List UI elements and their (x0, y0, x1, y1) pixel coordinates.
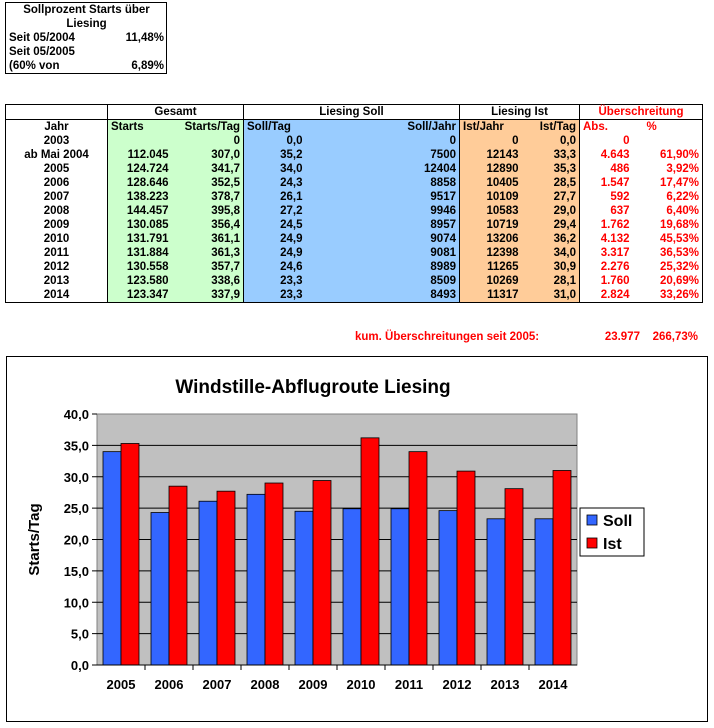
bar-soll (103, 452, 121, 665)
table-row (6, 274, 703, 288)
cell-pct: 20,69% (633, 274, 703, 288)
cell-jahr: 2013 (6, 274, 108, 288)
chart-title: Windstille-Abflugroute Liesing (175, 377, 451, 398)
cell-pct: 17,47% (633, 176, 703, 190)
x-tick-label: 2010 (346, 677, 376, 692)
cell-pct: 36,53% (633, 246, 703, 260)
x-tick-label: 2008 (250, 677, 280, 692)
cell-jahr: 2003 (6, 134, 108, 148)
sollprozent-value: 11,48% (125, 32, 164, 44)
cell-abs: 0 (623, 135, 630, 147)
table-row (6, 232, 703, 246)
cell-abs: 4.643 (600, 149, 630, 161)
bar-ist (265, 483, 283, 665)
cell-pct (633, 134, 703, 148)
bar-soll (295, 511, 313, 665)
bar-soll (391, 509, 409, 665)
cell-soll-jahr: 9081 (306, 246, 460, 260)
bar-ist (457, 471, 475, 665)
x-tick-label: 2006 (154, 677, 184, 692)
cell-starts (108, 134, 172, 148)
cell-jahr: ab Mai 2004 (6, 148, 108, 162)
cell-starts-tag: 352,5 (172, 176, 244, 190)
group-header-row (6, 105, 703, 120)
column-header-row (6, 120, 703, 135)
cell-ist-tag: 31,0 (522, 288, 580, 303)
cell-starts: 131.791 (108, 232, 172, 246)
x-tick-label: 2014 (538, 677, 568, 692)
cell-ist-tag: 28,1 (522, 274, 580, 288)
cell-soll-tag: 24,5 (244, 218, 306, 232)
cell-pct: 19,68% (633, 218, 703, 232)
table-row (6, 260, 703, 274)
cell-starts-tag: 357,7 (172, 260, 244, 274)
cell-soll-tag: 26,1 (244, 190, 306, 204)
cell-starts: 131.884 (108, 246, 172, 260)
cell-starts-tag: 338,6 (172, 274, 244, 288)
cell-ist-tag: 0,0 (522, 134, 580, 148)
cell-pct: 33,26% (633, 288, 703, 303)
cell-starts: 138.223 (108, 190, 172, 204)
sollprozent-row (6, 45, 166, 59)
bar-soll (247, 494, 265, 665)
cell-abs: 1.760 (600, 275, 630, 287)
cell-ist-jahr: 10109 (460, 190, 522, 204)
group-liesing-soll: Liesing Soll (244, 105, 460, 120)
cell-ist-jahr: 10405 (460, 176, 522, 190)
bar-ist (409, 452, 427, 665)
cell-soll-jahr: 12404 (306, 162, 460, 176)
x-tick-label: 2005 (106, 677, 136, 692)
cell-soll-tag: 24,9 (244, 246, 306, 260)
x-tick-label: 2012 (442, 677, 472, 692)
cell-pct: 3,92% (633, 162, 703, 176)
sollprozent-value: 6,89% (131, 60, 164, 72)
cell-starts: 124.724 (108, 162, 172, 176)
y-tick-label: 25,0 (63, 501, 89, 517)
sollprozent-label: Seit 05/2004 (9, 32, 75, 44)
group-gesamt: Gesamt (108, 105, 244, 120)
cell-soll-jahr: 9074 (306, 232, 460, 246)
cell-starts: 123.580 (108, 274, 172, 288)
table-row (6, 162, 703, 176)
bar-ist (121, 443, 139, 665)
cell-ist-jahr: 0 (460, 134, 522, 148)
table-row (6, 134, 703, 148)
cell-soll-jahr: 8509 (306, 274, 460, 288)
bar-ist (505, 489, 523, 665)
cell-soll-tag: 24,3 (244, 176, 306, 190)
data-table (5, 104, 703, 303)
cell-soll-jahr: 9517 (306, 190, 460, 204)
cell-jahr: 2010 (6, 232, 108, 246)
bar-soll (343, 509, 361, 665)
cell-starts: 128.646 (108, 176, 172, 190)
cell-ist-jahr: 11265 (460, 260, 522, 274)
y-tick-label: 40,0 (63, 407, 89, 422)
cell-abs: 2.276 (600, 261, 630, 273)
col-soll-tag: Soll/Tag (244, 120, 306, 135)
sollprozent-title-2: Liesing (66, 18, 107, 30)
cell-abs: 4.132 (600, 233, 630, 245)
cell-soll-jahr: 7500 (306, 148, 460, 162)
cell-starts-tag: 361,3 (172, 246, 244, 260)
cell-pct: 45,53% (633, 232, 703, 246)
cell-ist-jahr: 12398 (460, 246, 522, 260)
cell-starts-tag: 0 (172, 134, 244, 148)
y-tick-label: 10,0 (63, 595, 89, 611)
cell-ist-tag: 29,4 (522, 218, 580, 232)
cell-ist-tag: 27,7 (522, 190, 580, 204)
cell-soll-tag: 35,2 (244, 148, 306, 162)
sollprozent-label: Seit 05/2005 (9, 46, 75, 58)
x-tick-label: 2013 (490, 677, 520, 692)
cell-jahr: 2012 (6, 260, 108, 274)
cell-soll-jahr: 9946 (306, 204, 460, 218)
cell-ist-jahr: 12143 (460, 148, 522, 162)
y-axis-label: Starts/Tag (26, 503, 43, 576)
col-pct: % (633, 120, 703, 135)
summary-pct: 266,73% (652, 331, 698, 343)
cell-ist-tag: 34,0 (522, 246, 580, 260)
col-jahr: Jahr (6, 120, 108, 135)
cell-ist-jahr: 10269 (460, 274, 522, 288)
sollprozent-title-1: Sollprozent Starts über (23, 4, 150, 16)
table-row (6, 190, 703, 204)
cell-jahr: 2011 (6, 246, 108, 260)
cell-ist-tag: 35,3 (522, 162, 580, 176)
cell-ist-tag: 29,0 (522, 204, 580, 218)
cell-starts: 123.347 (108, 288, 172, 303)
sollprozent-row (6, 59, 166, 73)
y-tick-label: 15,0 (63, 563, 89, 579)
cell-pct: 25,32% (633, 260, 703, 274)
col-abs: Abs. (580, 120, 633, 135)
bar-soll (487, 519, 505, 665)
cell-abs: 486 (610, 163, 630, 175)
cell-ist-jahr: 12890 (460, 162, 522, 176)
summary-abs: 23.977 (604, 331, 640, 343)
group-liesing-ist: Liesing Ist (460, 105, 580, 120)
sollprozent-box (5, 2, 167, 74)
cell-ist-tag: 36,2 (522, 232, 580, 246)
sollprozent-row (6, 31, 166, 45)
cell-jahr: 2009 (6, 218, 108, 232)
cell-ist-jahr: 11317 (460, 288, 522, 303)
bar-soll (151, 513, 169, 665)
cell-soll-tag: 27,2 (244, 204, 306, 218)
cell-soll-tag: 0,0 (244, 134, 306, 148)
bar-ist (553, 470, 571, 665)
cell-abs: 3.317 (600, 247, 630, 259)
cell-starts: 130.558 (108, 260, 172, 274)
cell-abs: 1.547 (600, 177, 630, 189)
cell-starts-tag: 361,1 (172, 232, 244, 246)
y-tick-label: 30,0 (63, 469, 89, 485)
cell-soll-tag: 23,3 (244, 274, 306, 288)
cell-jahr: 2006 (6, 176, 108, 190)
cell-soll-tag: 23,3 (244, 288, 306, 303)
cell-soll-tag: 24,6 (244, 260, 306, 274)
bar-ist (217, 491, 235, 665)
cell-jahr: 2007 (6, 190, 108, 204)
y-tick-label: 0,0 (70, 658, 89, 673)
y-tick-label: 20,0 (63, 532, 89, 548)
x-tick-label: 2007 (202, 677, 232, 692)
cell-starts: 112.045 (108, 148, 172, 162)
cell-jahr: 2008 (6, 204, 108, 218)
bar-soll (199, 501, 217, 665)
bar-soll (535, 519, 553, 665)
y-tick-label: 5,0 (70, 626, 89, 642)
table-row (6, 246, 703, 260)
cell-ist-jahr: 10719 (460, 218, 522, 232)
header-spacer (6, 105, 108, 120)
cell-abs: 2.824 (580, 288, 633, 303)
cell-starts-tag: 337,9 (172, 288, 244, 303)
cell-soll-jahr: 8989 (306, 260, 460, 274)
legend-label-ist: Ist (603, 536, 622, 553)
cell-pct: 6,22% (633, 190, 703, 204)
cell-ist-jahr: 13206 (460, 232, 522, 246)
legend-swatch-ist (587, 538, 597, 548)
table-row (6, 218, 703, 232)
cell-ist-tag: 28,5 (522, 176, 580, 190)
table-row (6, 148, 703, 162)
col-starts: Starts (108, 120, 172, 135)
cell-soll-jahr: 8858 (306, 176, 460, 190)
cell-starts: 130.085 (108, 218, 172, 232)
cell-abs: 592 (610, 191, 630, 203)
col-ist-tag: Ist/Tag (522, 120, 580, 135)
bar-ist (313, 481, 331, 665)
table-row (6, 204, 703, 218)
cell-abs: 637 (610, 205, 630, 217)
group-ueberschreitung: Überschreitung (580, 105, 703, 120)
bar-ist (361, 438, 379, 665)
chart-container (6, 356, 708, 722)
x-tick-label: 2011 (394, 677, 424, 692)
cell-starts-tag: 395,8 (172, 204, 244, 218)
cell-jahr: 2005 (6, 162, 108, 176)
y-tick-label: 35,0 (63, 438, 89, 454)
cell-starts-tag: 307,0 (172, 148, 244, 162)
bar-chart (7, 357, 707, 721)
cell-starts: 144.457 (108, 204, 172, 218)
sollprozent-label: (60% von (9, 60, 60, 72)
cell-soll-tag: 24,9 (244, 232, 306, 246)
cell-soll-jahr: 0 (306, 134, 460, 148)
bar-soll (439, 511, 457, 665)
table-row (6, 288, 703, 303)
bar-ist (169, 486, 187, 665)
cell-ist-tag: 30,9 (522, 260, 580, 274)
cell-soll-jahr: 8493 (306, 288, 460, 303)
cell-pct: 61,90% (633, 148, 703, 162)
x-tick-label: 2009 (298, 677, 328, 692)
cell-soll-tag: 34,0 (244, 162, 306, 176)
summary-label: kum. Überschreitungen seit 2005: (355, 331, 540, 343)
cell-pct: 6,40% (633, 204, 703, 218)
col-ist-jahr: Ist/Jahr (460, 120, 522, 135)
legend-label-soll: Soll (603, 513, 633, 530)
col-starts-tag: Starts/Tag (172, 120, 244, 135)
cell-jahr: 2014 (6, 288, 108, 303)
cell-ist-jahr: 10583 (460, 204, 522, 218)
cell-ist-tag: 33,3 (522, 148, 580, 162)
col-soll-jahr: Soll/Jahr (306, 120, 460, 135)
cell-starts-tag: 356,4 (172, 218, 244, 232)
cell-soll-jahr: 8957 (306, 218, 460, 232)
cell-starts-tag: 341,7 (172, 162, 244, 176)
cell-starts-tag: 378,7 (172, 190, 244, 204)
table-row (6, 176, 703, 190)
legend-swatch-soll (587, 515, 597, 525)
cell-abs: 1.762 (600, 219, 630, 231)
